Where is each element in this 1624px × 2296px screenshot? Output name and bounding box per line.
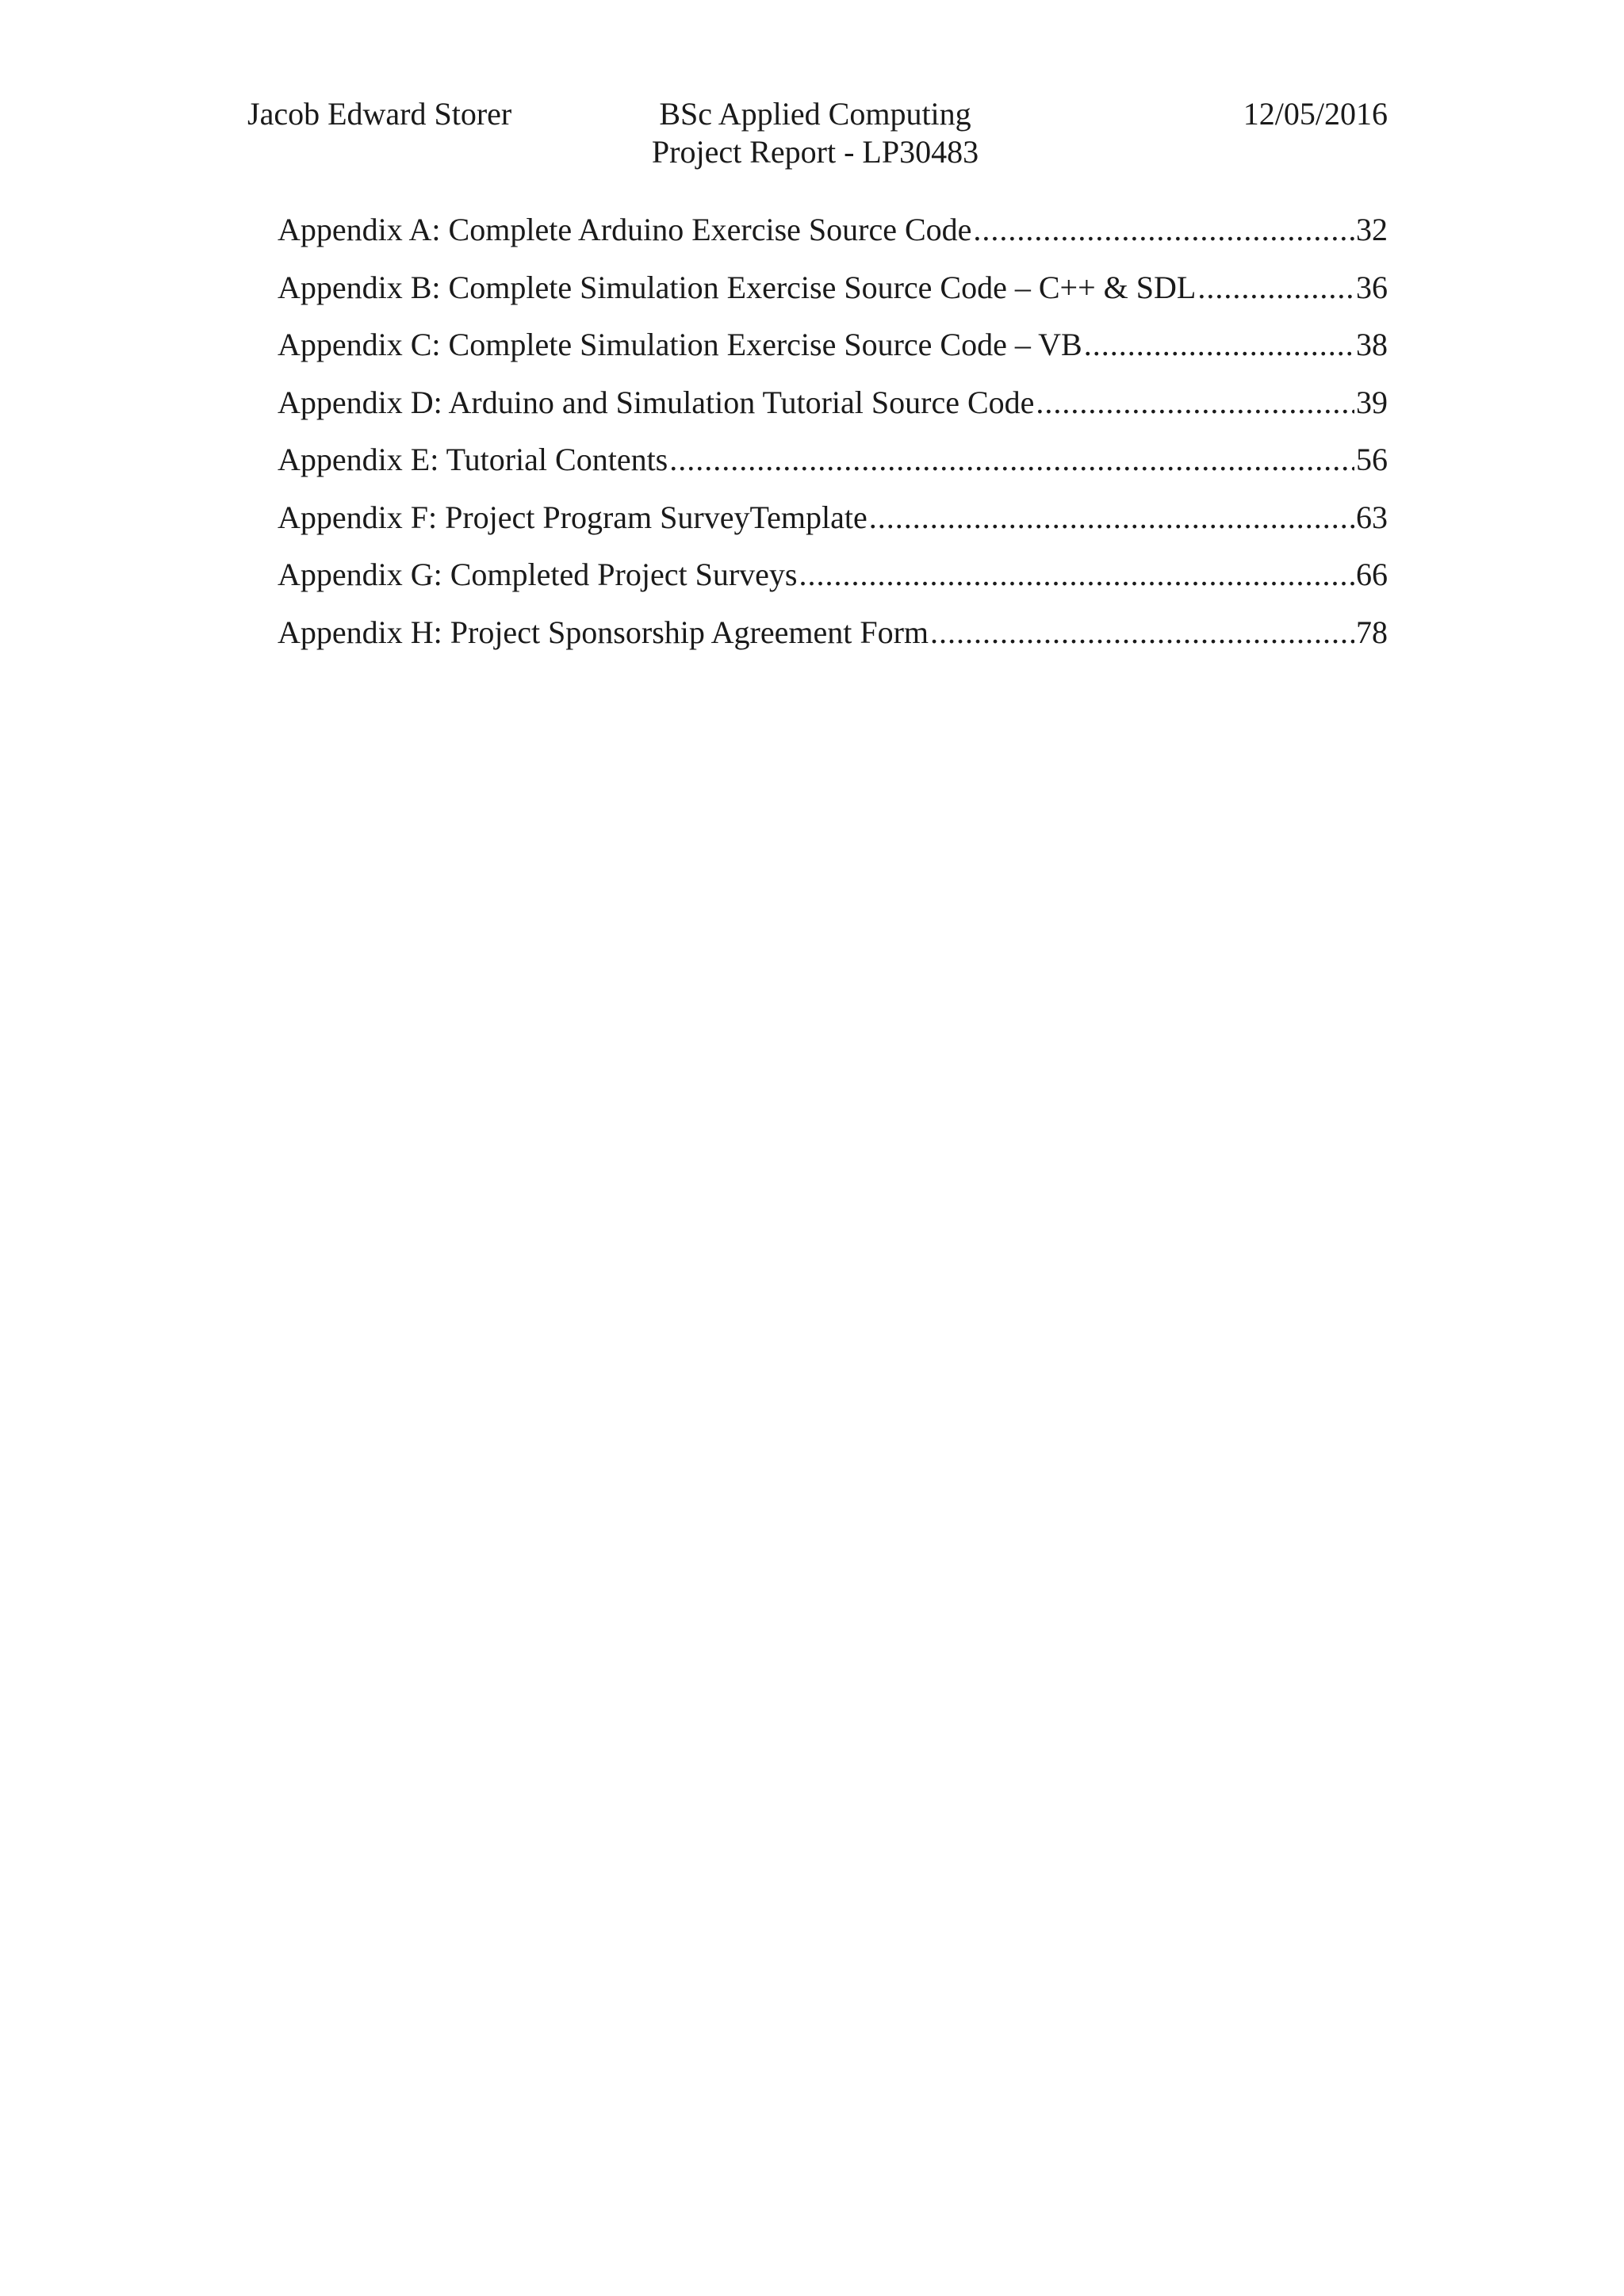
toc-dot-leader [799,553,1354,597]
toc-entry-title: Appendix F: Project Program SurveyTemplate [278,499,868,535]
toc-entry-page: 32 [1356,212,1388,247]
toc-entry-appendix-b[interactable] [278,266,1388,323]
toc-dot-leader [869,496,1354,540]
toc-entry-page: 38 [1356,327,1388,362]
toc-entry-title: Appendix B: Complete Simulation Exercise Source Code – C++ & SDL [278,269,1197,305]
toc-dot-leader [973,208,1354,252]
toc-entry-appendix-g[interactable] [278,553,1388,610]
toc-entry-title: Appendix C: Complete Simulation Exercise Source Code – VB [278,327,1082,362]
toc-entry-page: 39 [1356,384,1388,420]
toc-entry-appendix-e[interactable] [278,438,1388,496]
header-author: Jacob Edward Storer [247,96,512,132]
toc-entry-title: Appendix A: Complete Arduino Exercise Source Code [278,212,972,247]
toc-entry-appendix-a[interactable] [278,208,1388,266]
header-course: BSc Applied Computing [659,96,971,132]
toc-entry-appendix-c[interactable] [278,323,1388,381]
toc-dot-leader [930,610,1354,655]
header-date: 12/05/2016 [1243,96,1388,132]
toc-entry-title: Appendix D: Arduino and Simulation Tutorial Source Code [278,384,1035,420]
toc-entry-page: 63 [1356,499,1388,535]
toc-entry-appendix-h[interactable] [278,610,1388,668]
toc-entry-title: Appendix H: Project Sponsorship Agreement Form [278,614,929,650]
toc-dot-leader [1084,323,1354,367]
toc-entry-page: 36 [1356,269,1388,305]
toc-entry-appendix-f[interactable] [278,496,1388,553]
toc-dot-leader [1197,266,1354,310]
toc-entry-title: Appendix E: Tutorial Contents [278,442,668,477]
toc-dot-leader [1036,381,1354,425]
page-header [247,95,1388,182]
toc-entry-appendix-d[interactable] [278,381,1388,438]
toc-entry-page: 66 [1356,557,1388,592]
header-center [641,95,990,171]
toc-entry-page: 78 [1356,614,1388,650]
toc-dot-leader [669,438,1354,482]
table-of-contents [278,208,1388,668]
toc-entry-title: Appendix G: Completed Project Surveys [278,557,798,592]
header-report: Project Report - LP30483 [651,134,979,170]
toc-entry-page: 56 [1356,442,1388,477]
